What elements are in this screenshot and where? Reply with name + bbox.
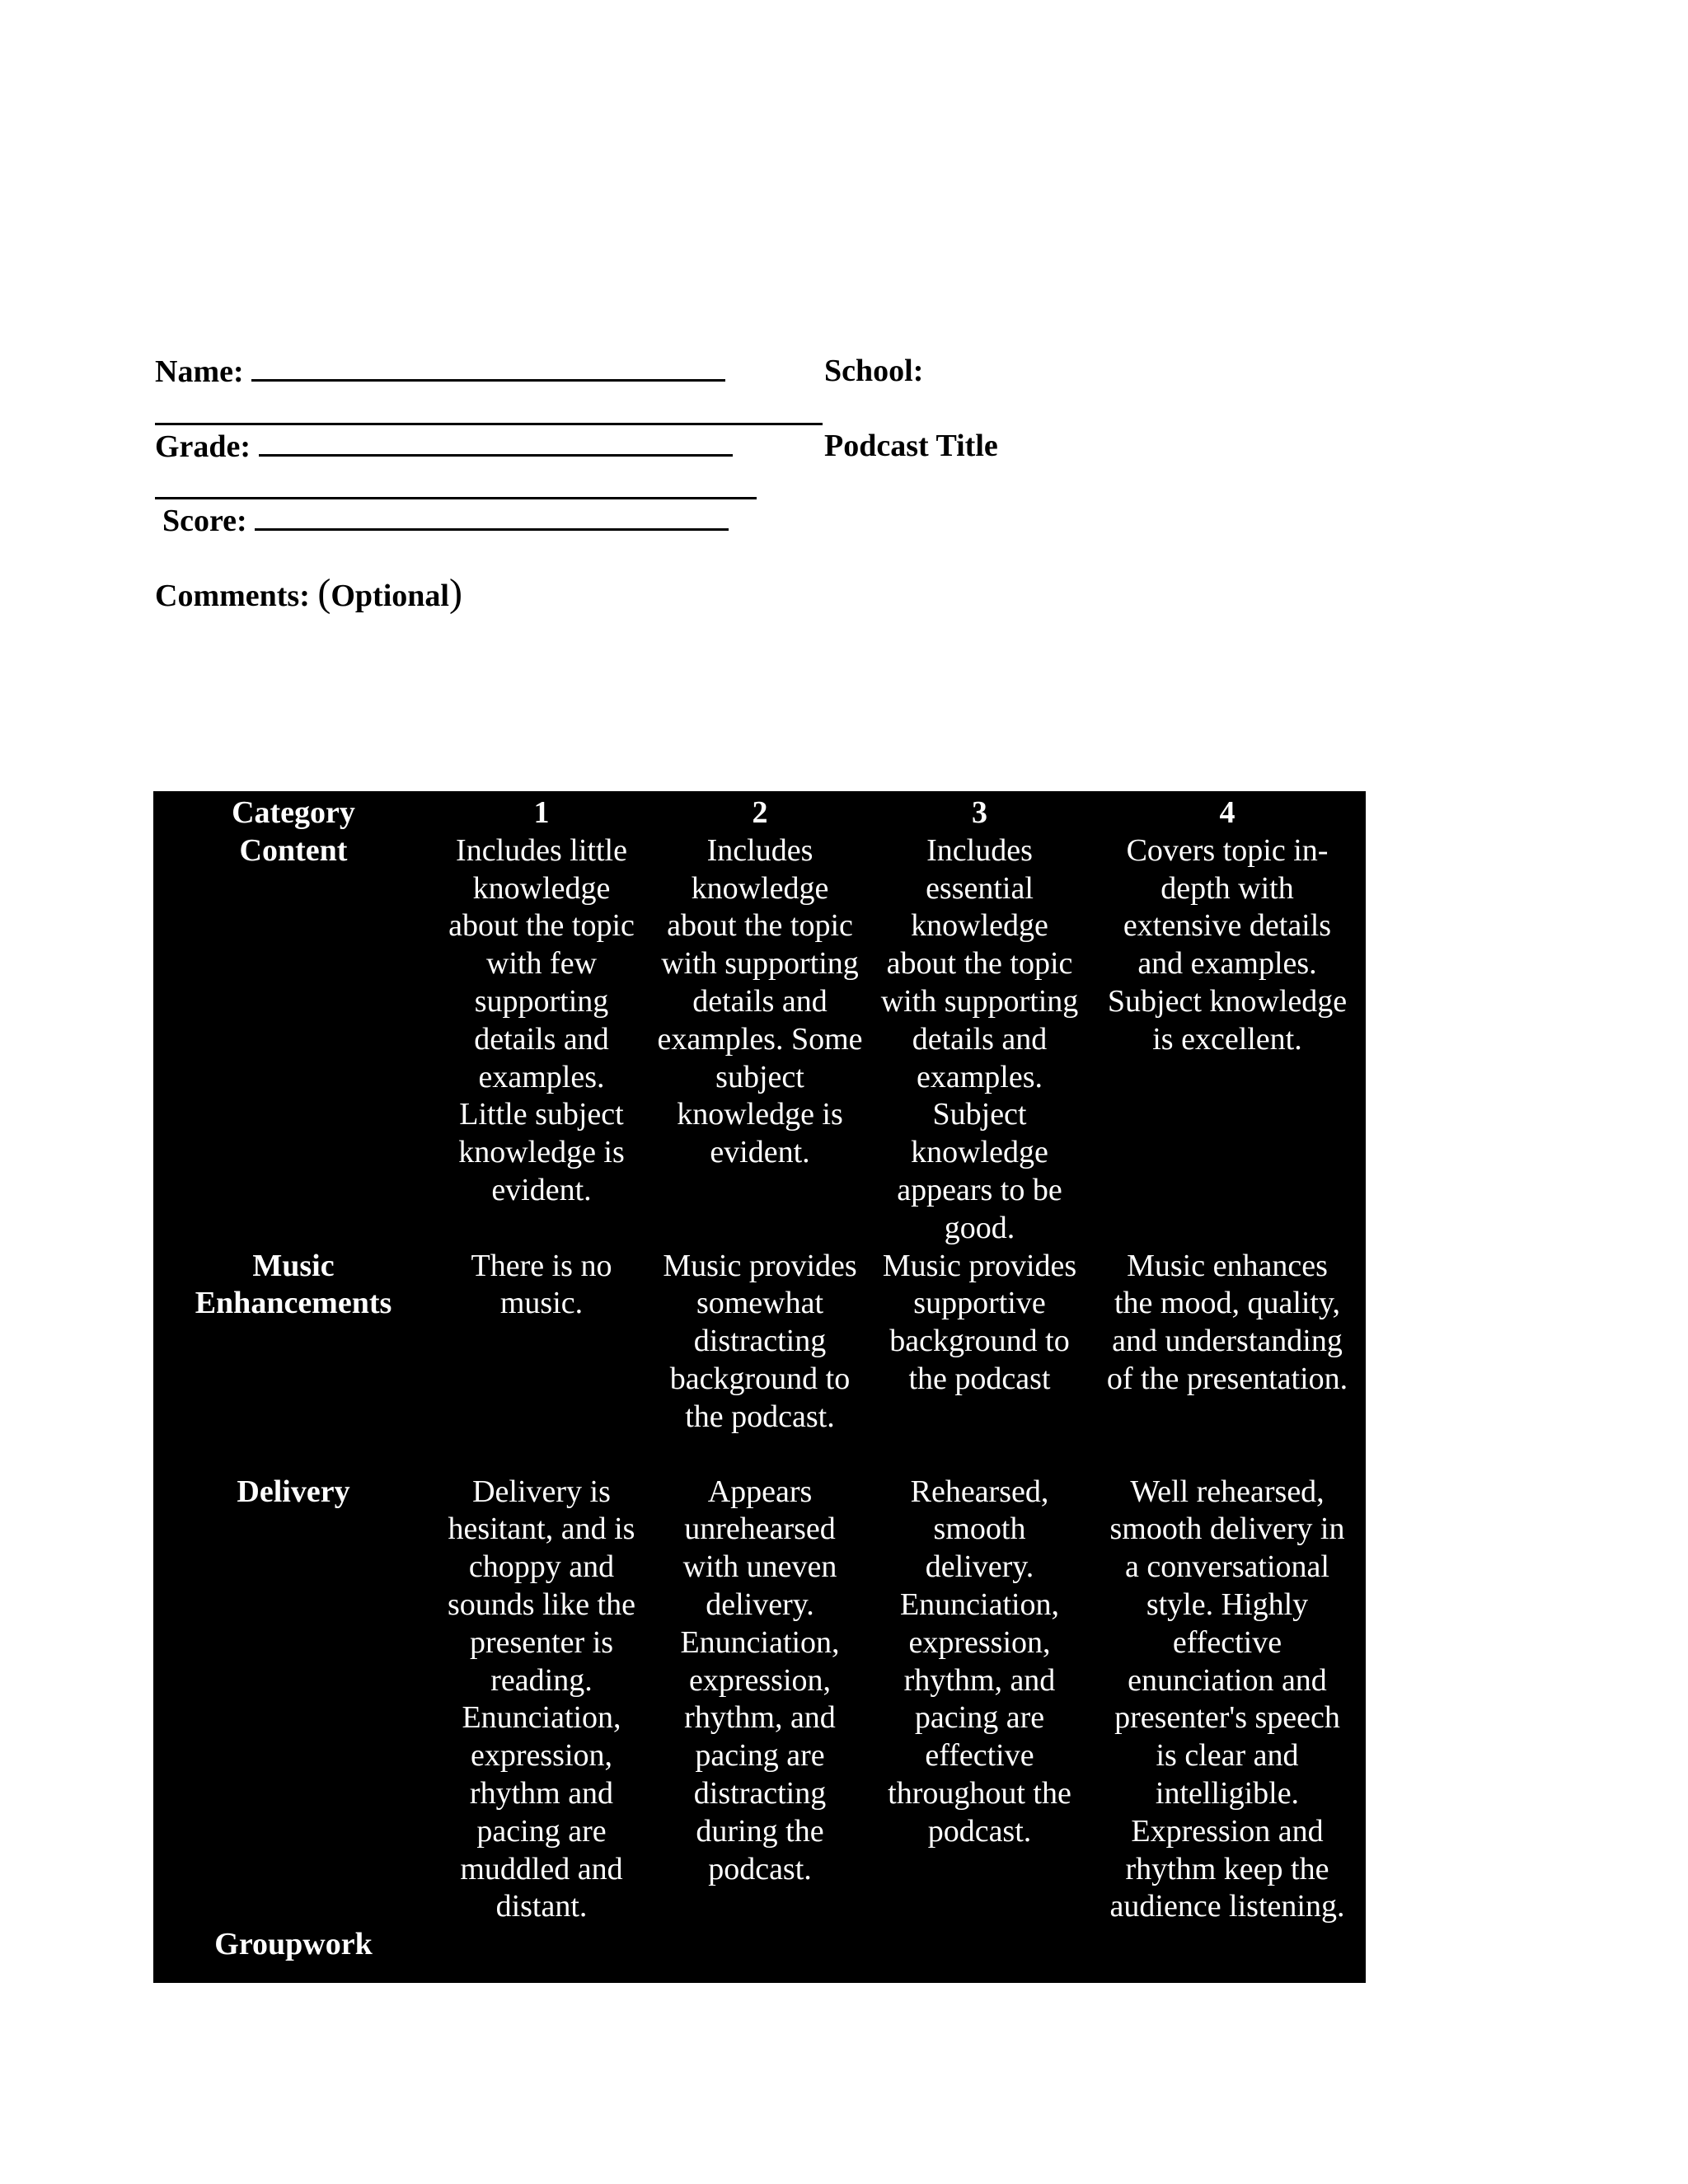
score-input-line[interactable] — [255, 502, 729, 531]
groupwork-score-1 — [434, 1926, 649, 1964]
category-delivery: Delivery — [237, 1474, 350, 1509]
delivery-score-3: Rehearsed, smooth delivery. Enunciation, expression, rhythm, and pacing are effective throughout the podcast. — [888, 1474, 1071, 1849]
rubric-row-delivery — [153, 1474, 1366, 1927]
score-field — [162, 502, 729, 539]
content-score-3: Includes essential knowledge about the topic with supporting details and examples. Subject knowledge appears to be good. — [880, 832, 1079, 1245]
comments-label: Comments: — [155, 579, 310, 613]
comments-paren-close: ) — [448, 571, 462, 615]
music-score-4: Music enhances the mood, quality, and understanding of the presentation. — [1106, 1248, 1348, 1396]
music-score-2: Music provides somewhat distracting background to the podcast. — [663, 1248, 857, 1434]
header-score-4: 4 — [1219, 795, 1236, 830]
name-label: Name: — [155, 354, 244, 389]
category-music-enhancements: Music Enhancements — [195, 1248, 392, 1321]
rubric-row-music — [153, 1248, 1366, 1436]
comments-optional: Optional — [331, 579, 449, 613]
rubric-header-row — [153, 791, 1366, 832]
content-score-2: Includes knowledge about the topic with supporting details and examples. Some subject knowledge is evident. — [657, 832, 863, 1170]
podcast-title-label: Podcast Title — [824, 429, 998, 463]
podcast-title-input-line[interactable] — [155, 497, 757, 499]
delivery-score-4: Well rehearsed, smooth delivery in a conversational style. Highly effective enunciation and presenter's speech is clear and intelligible. Expression and rhythm keep the audience listening. — [1109, 1474, 1345, 1924]
header-score-2: 2 — [752, 795, 768, 830]
comments-field — [155, 571, 462, 615]
category-content: Content — [239, 832, 348, 868]
school-label: School: — [824, 354, 924, 388]
music-score-1: There is no music. — [471, 1248, 612, 1321]
header-score-1: 1 — [533, 795, 550, 830]
grade-field — [155, 428, 733, 465]
name-field — [155, 353, 725, 390]
rubric-row-content — [153, 832, 1366, 1248]
delivery-score-2: Appears unrehearsed with uneven delivery. Enunciation, expression, rhythm, and pacing are distracting during the podcast. — [680, 1474, 840, 1886]
rubric-table — [153, 791, 1366, 1983]
groupwork-score-4 — [1089, 1926, 1366, 1964]
name-input-line[interactable] — [251, 353, 725, 382]
comments-paren-open: ( — [317, 571, 331, 615]
music-score-3: Music provides supportive background to the podcast — [882, 1248, 1077, 1396]
content-score-4: Covers topic in- depth with extensive details and examples. Subject knowledge is excellent. — [1107, 832, 1348, 1057]
delivery-score-1: Delivery is hesitant, and is choppy and sounds like the presenter is reading. Enunciation, expression, rhythm and pacing are muddled and distant. — [448, 1474, 635, 1924]
groupwork-score-2 — [649, 1926, 870, 1964]
score-label: Score: — [162, 504, 247, 538]
grade-input-line[interactable] — [259, 428, 733, 457]
school-input-line[interactable] — [155, 423, 823, 425]
category-groupwork: Groupwork — [214, 1927, 373, 1962]
rubric-row-groupwork — [153, 1926, 1366, 1964]
content-score-1: Includes little knowledge about the topic with few supporting details and examples. Little subject knowledge is evident. — [448, 832, 635, 1207]
groupwork-score-3 — [870, 1926, 1089, 1964]
grade-label: Grade: — [155, 429, 251, 464]
header-category: Category — [232, 795, 355, 830]
header-score-3: 3 — [972, 795, 987, 830]
